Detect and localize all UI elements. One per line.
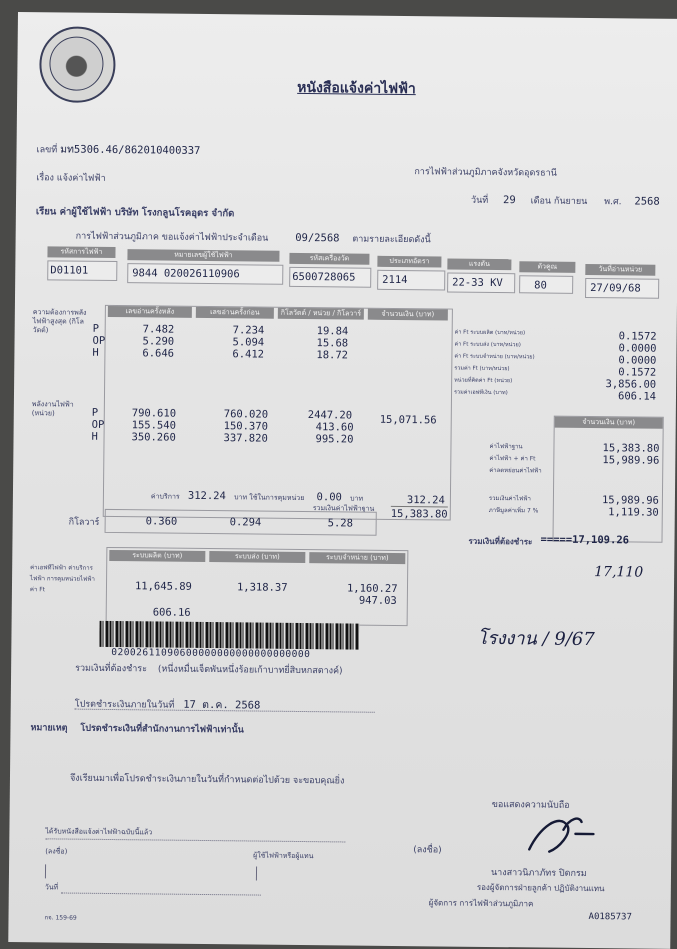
info-header: รหัสเครื่องวัด	[289, 253, 369, 265]
pf-value: 0.00	[316, 491, 342, 504]
subject: เรื่อง แจ้งค่าไฟฟ้า	[36, 173, 106, 184]
kvar-last: 0.360	[145, 515, 178, 528]
ft-label: รวมค่า Ft (บาท/หน่วย)	[454, 365, 510, 373]
ft-rates-panel	[454, 329, 661, 415]
grand-total-value: =====17,109.26	[540, 533, 630, 547]
serial-number: A0185737	[588, 912, 632, 923]
demand-prev: 5.094	[232, 336, 265, 349]
kvar-amount: 5.28	[327, 517, 354, 530]
receipt-line-3: ผู้ใช้ไฟฟ้าหรือผู้แทน	[253, 851, 314, 861]
meter-header: เลขอ่านครั้งก่อน	[196, 307, 274, 319]
bill-month: 09/2568	[295, 231, 340, 245]
signer-name: นางสาวนิภาภัทร ปิดกรม	[490, 868, 587, 880]
tou-label: H	[91, 430, 98, 443]
ft-label: ค่า Ft ระบบส่ง (บาท/หน่วย)	[454, 341, 521, 349]
service-label: ค่าบริการ	[150, 492, 180, 501]
amount-words: (หนึ่งหมื่นเจ็ดพันหนึ่งร้อยเก้าบาทยี่สิบหกสตางค์)	[157, 664, 343, 677]
amount-words-line	[75, 661, 343, 678]
demand-last: 5.290	[142, 335, 175, 348]
date-year-label: พ.ศ.	[604, 197, 622, 208]
ft-value: 0.0000	[618, 354, 657, 367]
info-header: แรงดัน	[447, 259, 511, 271]
ft-header: ระบบจำหน่าย (บาท)	[309, 552, 405, 564]
demand-prev: 7.234	[232, 324, 265, 337]
signer-title: รองผู้จัดการฝ่ายลูกค้า ปฏิบัติงานแทน	[476, 882, 605, 894]
demand-label: ความต้องการพลังไฟฟ้าสูงสุด (กิโลวัตต์)	[32, 308, 87, 335]
energy-amount: 413.60	[315, 421, 354, 434]
ft-label: ค่า Ft ระบบผลิต (บาท/หน่วย)	[454, 329, 526, 337]
demand-amount: 19.84	[316, 325, 349, 338]
receipt-line-2: (ลงชื่อ)	[45, 847, 68, 856]
info-cell: 27/09/68	[585, 278, 659, 299]
tou-label: P	[91, 406, 99, 419]
energy-last: 155.540	[131, 419, 177, 432]
info-header: ตัวคูณ	[519, 261, 575, 273]
tou-label: P	[92, 322, 100, 335]
ft-value: 606.14	[618, 390, 657, 403]
ft-label: ค่า Ft ระบบจำหน่าย (บาท/หน่วย)	[454, 353, 535, 361]
office-name: การไฟฟ้าส่วนภูมิภาคจังหวัดอุดรธานี	[414, 167, 557, 179]
demand-last: 7.482	[142, 323, 175, 336]
info-header: รหัสการไฟฟ้า	[47, 246, 115, 258]
summary-panel	[552, 416, 663, 543]
summary-value: 15,989.96	[601, 494, 659, 507]
intro-tail: ตามรายละเอียดดังนี้	[352, 234, 431, 246]
receipt-line-1: ได้รับหนังสือแจ้งค่าไฟฟ้าฉบับนี้แล้ว	[45, 827, 153, 837]
intro-line	[76, 229, 431, 247]
intro-text: การไฟฟ้าส่วนภูมิภาค ขอแจ้งค่าไฟฟ้าประจำเดือน	[75, 231, 269, 244]
ft-breakdown-label: ค่าเอฟทีไฟฟ้า ค่าบริการไฟฟ้า การคุมหน่วยไฟฟ้า ค่า Ft	[29, 564, 95, 594]
base-total: 15,383.80	[390, 507, 448, 521]
base-label: รวมเงินค่าไฟฟ้าฐาน	[312, 504, 375, 513]
info-header: หมายเลขผู้ใช้ไฟฟ้า	[127, 249, 279, 262]
meter-header: เลขอ่านครั้งหลัง	[108, 306, 192, 318]
list-item	[454, 329, 661, 343]
signer-org: ผู้จัดการ การไฟฟ้าส่วนภูมิภาค	[428, 898, 534, 909]
service-amount: 312.24	[406, 494, 445, 507]
remark-label: หมายเหตุ	[30, 723, 68, 734]
dotted-line	[61, 892, 261, 895]
bill-paper	[8, 12, 677, 949]
ft-value: 0.0000	[618, 342, 657, 355]
regards: ขอแสดงความนับถือ	[491, 800, 570, 811]
form-number: กจ. 159-69	[44, 914, 77, 922]
ft-distribution-2: 947.03	[358, 594, 397, 607]
ft-value: 3,856.00	[605, 378, 657, 391]
document-title: หนังสือแจ้งค่าไฟฟ้า	[297, 79, 416, 98]
summary-label: ค่าไฟฟ้าฐาน	[489, 442, 523, 451]
amount-words-label: รวมเงินที่ต้องชำระ	[75, 663, 148, 675]
summary-value: 1,119.30	[608, 506, 659, 519]
date-month: กันยายน	[553, 196, 588, 207]
summary-header: จำนวนเงิน (บาท)	[555, 417, 663, 429]
pea-logo	[39, 26, 116, 103]
meter-header: กิโลวัตต์ / หน่วย / กิโลวาร์	[278, 308, 364, 320]
energy-last: 790.610	[131, 407, 177, 420]
date-day: 29	[503, 194, 516, 207]
energy-last: 350.260	[131, 431, 176, 444]
ft-label: หน่วยที่คิดค่า Ft (หน่วย)	[454, 377, 513, 385]
info-header: ประเภทอัตรา	[377, 256, 441, 268]
info-cell: 2114	[377, 270, 445, 291]
demand-last: 6.646	[142, 347, 175, 360]
info-cell: 6500728065	[289, 267, 371, 288]
energy-label: พลังงานไฟฟ้า (หน่วย)	[31, 400, 74, 418]
grand-total-label: รวมเงินที่ต้องชำระ	[468, 536, 533, 547]
pf-unit: บาท	[350, 494, 364, 503]
date-year: 2568	[634, 195, 660, 208]
energy-prev: 150.370	[223, 420, 269, 433]
energy-prev: 760.020	[223, 408, 269, 421]
service-value: 312.24	[187, 489, 226, 503]
info-cell: 22-33 KV	[447, 273, 515, 294]
ft-breakdown-table	[106, 547, 409, 626]
tou-label: OP	[91, 418, 105, 431]
demand-amount: 15.68	[316, 337, 349, 350]
date-month-label: เดือน	[530, 196, 552, 207]
doc-no-value: มท5306.46/862010400337	[60, 143, 201, 157]
ft-generation: 11,645.89	[134, 580, 192, 593]
tou-label: H	[92, 346, 99, 359]
energy-amount: 995.20	[315, 433, 354, 446]
meter-header: จำนวนเงิน (บาท)	[368, 309, 448, 321]
addressee: เรียน ค่าผู้ใช้ไฟฟ้า บริษัท โรงกลูนโรคอุดร จำกัด	[35, 206, 235, 220]
barcode	[99, 621, 359, 650]
info-cell: D01101	[47, 260, 117, 281]
kvar-label: กิโลวาร์	[68, 517, 100, 528]
ft-label: รวมค่าเอฟทีเงิน (บาท)	[454, 389, 508, 397]
demand-prev: 6.412	[232, 348, 265, 361]
ft-generation-2: 606.16	[152, 606, 191, 619]
kvar-prev: 0.294	[229, 516, 262, 529]
due-date: 17 ต.ค. 2568	[183, 698, 261, 712]
kvar-row	[105, 509, 377, 536]
receipt-line-4: วันที่	[44, 883, 59, 892]
handwritten-total: 17,110	[594, 564, 644, 581]
date-label: วันที่	[470, 195, 489, 206]
ft-value: 0.1572	[618, 330, 657, 343]
ft-distribution: 1,160.27	[346, 582, 398, 596]
demand-amount: 18.72	[316, 349, 349, 362]
summary-label: รวมเงินค่าไฟฟ้า	[488, 494, 531, 503]
summary-value: 15,989.96	[602, 454, 660, 467]
dotted-line	[45, 838, 345, 842]
energy-prev: 337.820	[223, 432, 268, 445]
remark-text: โปรดชำระเงินที่สำนักงานการไฟฟ้าเท่านั้น	[80, 723, 244, 736]
ft-header: ระบบผลิต (บาท)	[109, 550, 205, 562]
summary-label: ค่าไฟฟ้า + ค่า Ft	[489, 454, 536, 463]
sign-label: (ลงชื่อ)	[413, 845, 442, 856]
info-header: วันที่อ่านหน่วย	[585, 264, 655, 276]
summary-label: ค่าลดหย่อนค่าไฟฟ้า	[489, 466, 542, 475]
doc-number	[36, 140, 200, 159]
info-cell: 9844 020026110906	[127, 263, 283, 285]
ft-header: ระบบส่ง (บาท)	[209, 551, 305, 563]
remark-line	[30, 720, 243, 736]
tou-label: OP	[92, 334, 106, 347]
energy-total-amount: 15,071.56	[379, 413, 437, 427]
handwritten-note: โรงงาน / 9/67	[477, 627, 595, 651]
ft-transmission: 1,318.37	[236, 581, 288, 594]
barcode-text: 02002611090600000000000000000000	[111, 647, 311, 661]
summary-label: ภาษีมูลค่าเพิ่ม 7 %	[488, 506, 539, 515]
ft-value: 0.1572	[618, 366, 657, 379]
doc-no-label: เลขที่	[36, 145, 58, 156]
due-label: โปรดชำระเงินภายในวันที่	[74, 699, 175, 711]
receipt-bracket	[45, 864, 257, 880]
signature	[519, 807, 610, 858]
closing-text: จึงเรียนมาเพื่อโปรดชำระเงินภายในวันที่กำหนดต่อไปด้วย จะขอบคุณยิ่ง	[69, 773, 345, 787]
pf-label: บาท ใช้ในการคุมหน่วย	[234, 493, 305, 503]
issue-date	[471, 193, 660, 209]
info-cell: 80	[519, 275, 573, 294]
info-table	[37, 244, 660, 307]
summary-value: 15,383.80	[602, 442, 660, 455]
energy-amount: 2447.20	[307, 409, 353, 422]
